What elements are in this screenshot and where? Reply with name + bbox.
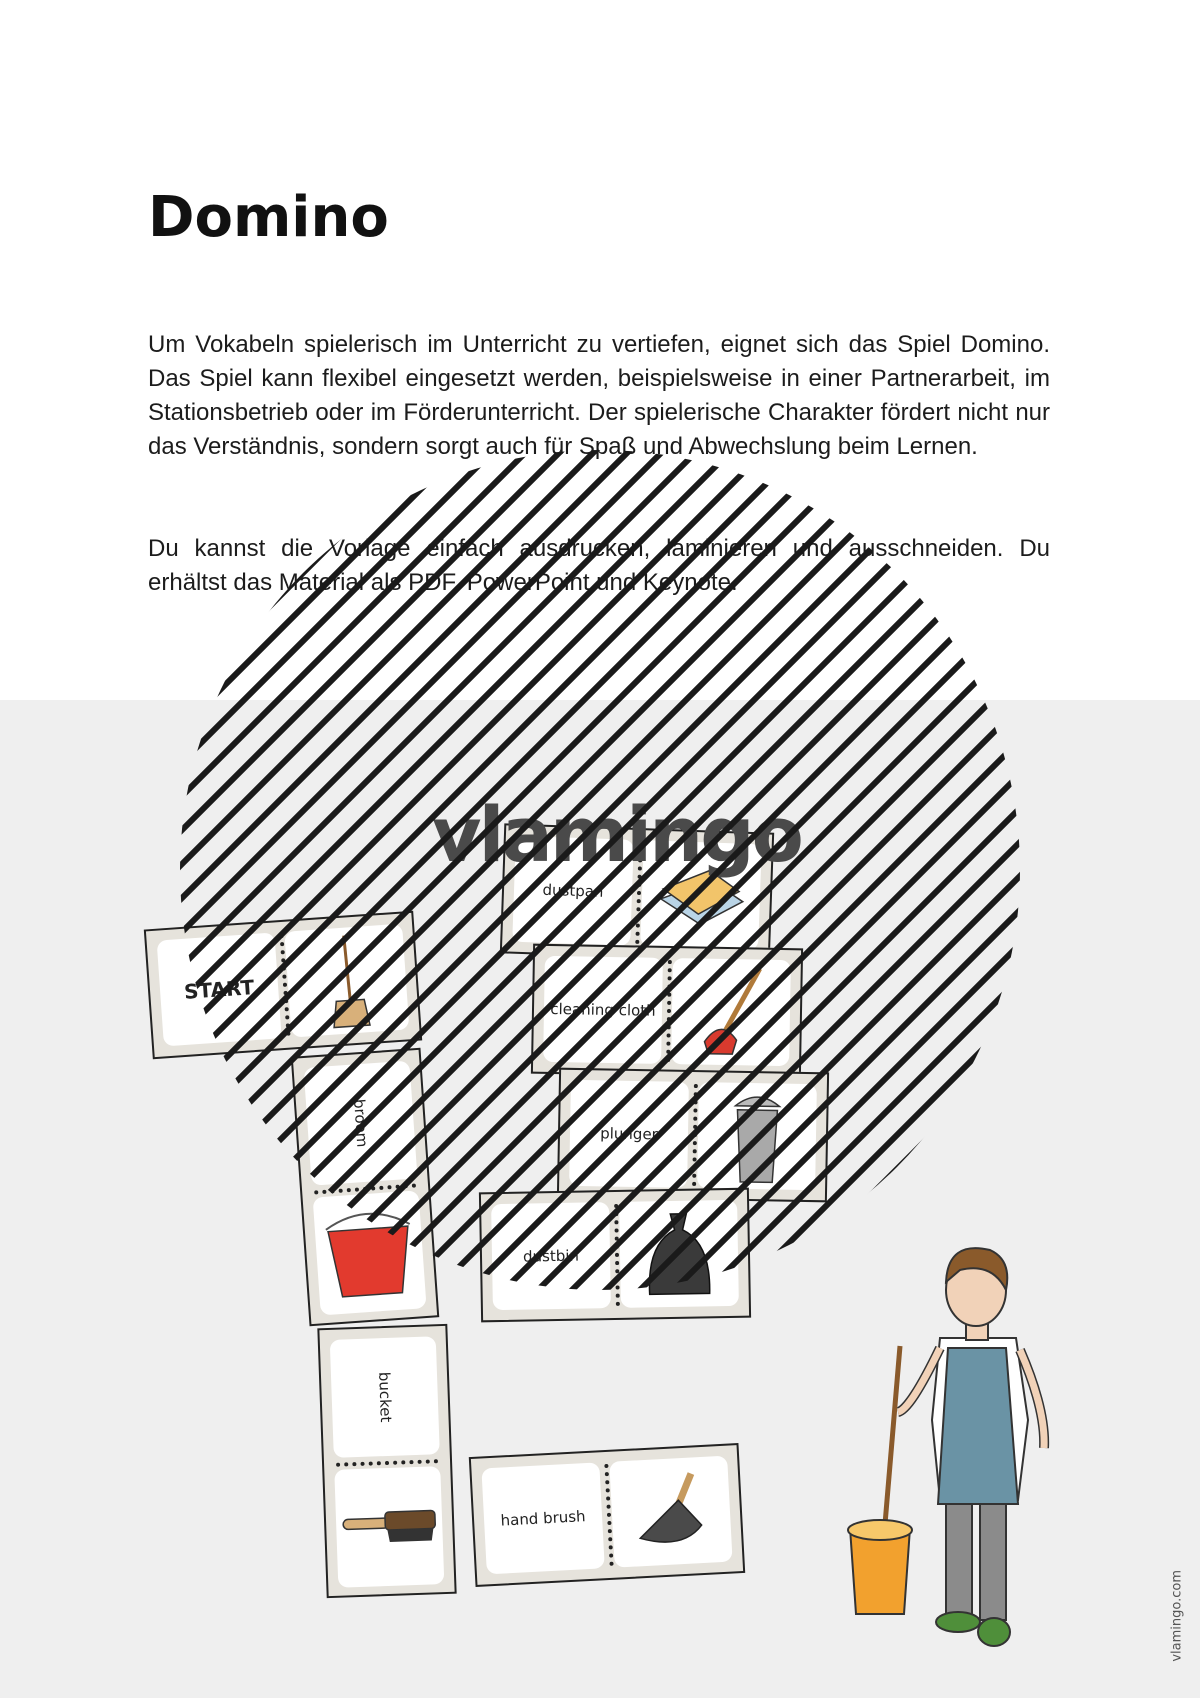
word-plunger: plunger [600, 1124, 658, 1144]
start-label: START [183, 975, 255, 1004]
word-broom: broom [349, 1098, 372, 1148]
word-hand-brush: hand brush [500, 1507, 587, 1530]
instructions-paragraph: Du kannst die Vorlage einfach ausdrucken, laminieren und ausschneiden. Du erhältst das Material als PDF, PowerPoint und Keynote. [148, 535, 1050, 596]
intro-paragraph: Um Vokabeln spielerisch im Unterricht zu vertiefen, eignet sich das Spiel Domino. Das Spiel kann flexibel eingesetzt werden, beispielsweise in einer Partnerarbeit, im Stationsbetrieb oder im Förderunterricht. Der spielerische Charakter fördert nicht nur das Verständnis, sondern sorgt auch für Spaß und Abwechslung beim Lernen. [148, 331, 1050, 460]
watermark: vlamingo.com [1170, 1570, 1185, 1662]
page-title: Domino [148, 185, 389, 250]
word-dustbin: dustbin [522, 1246, 580, 1266]
word-bucket: bucket [374, 1371, 395, 1423]
word-dustpan: dustpan [542, 880, 604, 901]
word-cleaning-cloth: cleaning cloth [550, 999, 656, 1020]
vlamingo-logo: vlamingo [432, 790, 801, 879]
